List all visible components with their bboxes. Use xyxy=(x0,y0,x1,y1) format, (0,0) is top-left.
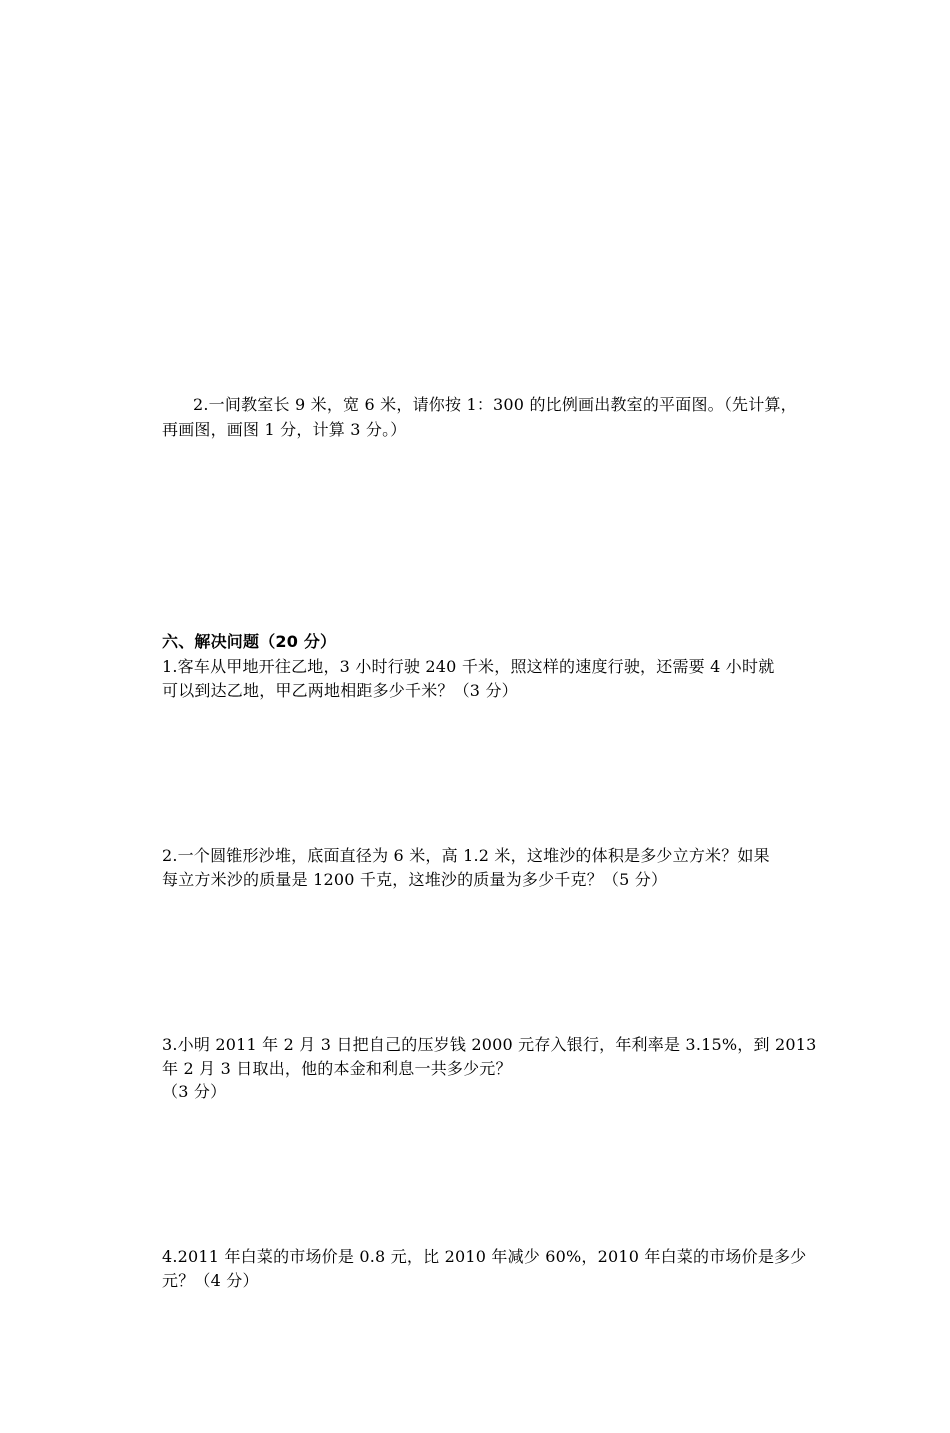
question-text-line: 3.小明 2011 年 2 月 3 日把自己的压岁钱 2000 元存入银行，年利率是 3.15%，到 2013 xyxy=(162,1035,817,1054)
question-text-line: 年 2 月 3 日取出，他的本金和利息一共多少元？ xyxy=(162,1059,512,1078)
question-text-line: 1.客车从甲地开往乙地，3 小时行驶 240 千米，照这样的速度行驶，还需要 4 小时就 xyxy=(162,657,775,676)
question-text-line: 2.一间教室长 9 米，宽 6 米，请你按 1：300 的比例画出教室的平面图。（先计算， xyxy=(193,395,797,414)
question-text-line: 2.一个圆锥形沙堆，底面直径为 6 米，高 1.2 米，这堆沙的体积是多少立方米？如果 xyxy=(162,846,770,865)
question-text-line: 元？（4 分） xyxy=(162,1271,259,1290)
section-heading: 六、解决问题（20 分） xyxy=(162,632,337,651)
question-text-line: 每立方米沙的质量是 1200 千克，这堆沙的质量为多少千克？（5 分） xyxy=(162,870,668,889)
question-text-line: 可以到达乙地，甲乙两地相距多少千米？（3 分） xyxy=(162,681,518,700)
question-text-line: （3 分） xyxy=(162,1082,227,1101)
question-text-line: 4.2011 年白菜的市场价是 0.8 元，比 2010 年减少 60%，2010 年白菜的市场价是多少 xyxy=(162,1247,807,1266)
question-text-line: 再画图，画图 1 分，计算 3 分。） xyxy=(162,420,407,439)
